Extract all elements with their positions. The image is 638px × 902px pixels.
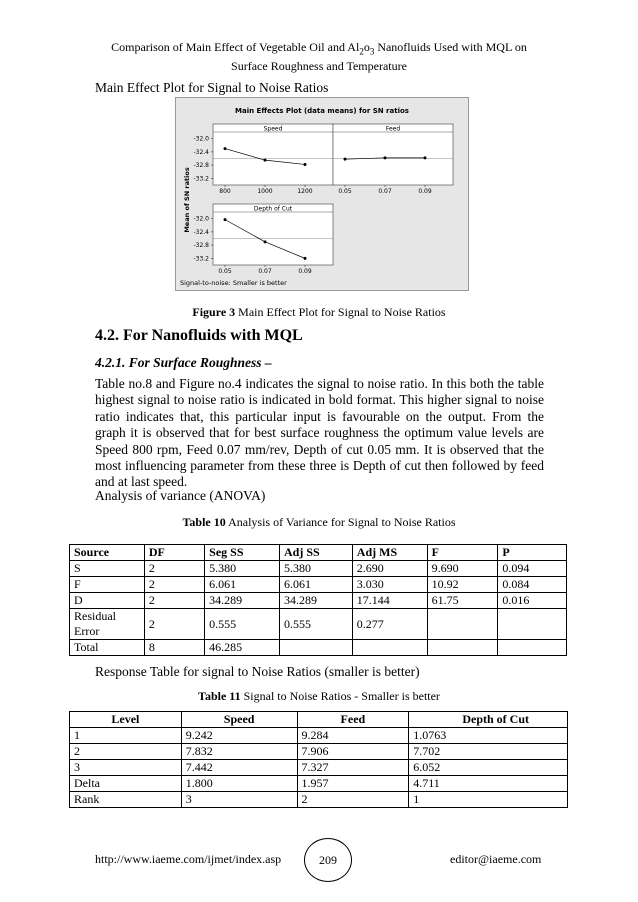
column-header: F: [427, 545, 498, 561]
table-cell: 3.030: [352, 577, 427, 593]
y-tick-label: -32.4: [193, 228, 209, 236]
table-row: [70, 760, 568, 776]
table-row: [70, 577, 567, 593]
section-heading: 4.2. For Nanofluids with MQL: [95, 327, 303, 344]
table-cell: 7.702: [409, 744, 568, 760]
column-header: Depth of Cut: [409, 712, 568, 728]
table10-caption: Table 10 Analysis of Variance for Signal to Noise Ratios: [182, 515, 456, 529]
body-paragraph: Table no.8 and Figure no.4 indicates the signal to noise ratio. In this both the table highest signal to noise ratio is indicated in bold format. This higher signal to noise ratio indicates that, this particular input is favourable on the output. From the graph it is observed that for best surface roughness the optimum value levels are Speed 800 rpm, Feed 0.07 mm/rev, Depth of cut 0.05 mm. It is observed that the most influencing parameter from these three is Depth of cut then followed by feed and at last speed.: [95, 376, 544, 490]
x-tick-label: 0.09: [298, 268, 312, 275]
table-cell: 1.957: [297, 776, 409, 792]
chart-title: Main Effects Plot (data means) for SN ratios: [235, 107, 409, 115]
table-row: [70, 609, 567, 640]
subsection-heading: 4.2.1. For Surface Roughness –: [95, 355, 272, 370]
column-header: Source: [70, 545, 145, 561]
table-cell: [498, 640, 567, 656]
table-cell: Total: [70, 640, 145, 656]
data-point: [304, 163, 307, 166]
table-cell: 7.327: [297, 760, 409, 776]
table-cell: 0.016: [498, 593, 567, 609]
table-cell: S: [70, 561, 145, 577]
data-point: [424, 156, 427, 159]
table-cell: 10.92: [427, 577, 498, 593]
table-cell: 5.380: [205, 561, 280, 577]
table-cell: 2: [144, 609, 204, 640]
table-cell: 0.277: [352, 609, 427, 640]
x-tick-label: 1200: [297, 188, 313, 195]
table-row: [70, 593, 567, 609]
column-header: Adj MS: [352, 545, 427, 561]
main-effects-chart: [176, 98, 468, 290]
table-cell: 61.75: [427, 593, 498, 609]
table-cell: [427, 609, 498, 640]
table-cell: 2.690: [352, 561, 427, 577]
table-cell: [352, 640, 427, 656]
table-cell: 17.144: [352, 593, 427, 609]
table-header-row: [70, 712, 568, 728]
y-tick-label: -33.2: [193, 175, 209, 183]
y-tick-label: -32.8: [193, 162, 209, 170]
y-tick-label: -32.4: [193, 148, 209, 156]
table-cell: 8: [144, 640, 204, 656]
table-cell: Delta: [70, 776, 182, 792]
table-cell: 7.832: [181, 744, 297, 760]
table-cell: D: [70, 593, 145, 609]
chart-panel: [213, 204, 333, 265]
x-tick-label: 800: [219, 188, 231, 195]
table-cell: 46.285: [205, 640, 280, 656]
table-cell: 0.084: [498, 577, 567, 593]
table-cell: 2: [144, 593, 204, 609]
chart-panel: [333, 124, 453, 185]
table-row: [70, 640, 567, 656]
table-cell: Rank: [70, 792, 182, 808]
x-tick-label: 0.05: [218, 268, 232, 275]
header-line-1: Comparison of Main Effect of Vegetable Oil and $Al_2o_3$ Nanofluids Used with MQL on: [111, 40, 527, 57]
page-number: 209: [304, 838, 352, 882]
y-tick-label: -33.2: [193, 255, 209, 263]
table-cell: Residual Error: [70, 609, 145, 640]
x-tick-label: 0.09: [418, 188, 432, 195]
table-cell: 6.052: [409, 760, 568, 776]
panel-title: Depth of Cut: [253, 205, 293, 213]
running-header: [60, 40, 578, 74]
table-cell: 3: [70, 760, 182, 776]
x-tick-label: 0.07: [378, 188, 392, 195]
table-cell: 7.906: [297, 744, 409, 760]
column-header: Level: [70, 712, 182, 728]
table-cell: 4.711: [409, 776, 568, 792]
table-cell: 1.0763: [409, 728, 568, 744]
table-cell: 0.094: [498, 561, 567, 577]
column-header: Adj SS: [280, 545, 353, 561]
table-cell: 34.289: [280, 593, 353, 609]
anova-table: [69, 544, 567, 656]
header-line-2: Surface Roughness and Temperature: [231, 59, 407, 74]
table-row: [70, 744, 568, 760]
data-point: [344, 158, 347, 161]
table-cell: 2: [144, 577, 204, 593]
table-cell: 2: [70, 744, 182, 760]
data-point: [264, 240, 267, 243]
table-cell: [498, 609, 567, 640]
table-row: [70, 776, 568, 792]
column-header: Feed: [297, 712, 409, 728]
table-cell: 0.555: [280, 609, 353, 640]
data-point: [224, 147, 227, 150]
footer-email[interactable]: editor@iaeme.com: [450, 852, 542, 866]
footer-url[interactable]: http://www.iaeme.com/ijmet/index.asp: [95, 852, 282, 866]
table-row: [70, 728, 568, 744]
table11-caption: Table 11 Signal to Noise Ratios - Smaller is better: [198, 689, 440, 703]
table-cell: 1: [409, 792, 568, 808]
chart-footnote: Signal-to-noise: Smaller is better: [180, 279, 287, 287]
figure-intro-label: Main Effect Plot for Signal to Noise Ratios: [95, 80, 329, 95]
table-row: [70, 792, 568, 808]
table-cell: 2: [297, 792, 409, 808]
table-cell: [280, 640, 353, 656]
table-row: [70, 561, 567, 577]
x-tick-label: 0.05: [338, 188, 352, 195]
table-cell: 1.800: [181, 776, 297, 792]
figure-caption: Figure 3 Main Effect Plot for Signal to Noise Ratios: [192, 305, 446, 319]
anova-label: Analysis of variance (ANOVA): [95, 488, 266, 503]
y-tick-label: -32.0: [193, 215, 209, 223]
table-cell: F: [70, 577, 145, 593]
main-effects-figure: [175, 97, 469, 291]
table-cell: 9.284: [297, 728, 409, 744]
response-table-label: Response Table for signal to Noise Ratios (smaller is better): [95, 664, 420, 679]
x-tick-label: 0.07: [258, 268, 272, 275]
table-cell: 1: [70, 728, 182, 744]
response-table: [69, 711, 568, 808]
y-tick-label: -32.0: [193, 135, 209, 143]
table-cell: [427, 640, 498, 656]
panel-title: Feed: [385, 125, 401, 133]
column-header: P: [498, 545, 567, 561]
panel-title: Speed: [263, 125, 283, 133]
table-cell: 6.061: [205, 577, 280, 593]
table-cell: 3: [181, 792, 297, 808]
data-point: [264, 159, 267, 162]
chart-panel: [213, 124, 333, 185]
table-cell: 7.442: [181, 760, 297, 776]
y-tick-label: -32.8: [193, 242, 209, 250]
data-point: [384, 156, 387, 159]
table-header-row: [70, 545, 567, 561]
table-cell: 5.380: [280, 561, 353, 577]
table-cell: 9.690: [427, 561, 498, 577]
table-cell: 0.555: [205, 609, 280, 640]
column-header: DF: [144, 545, 204, 561]
column-header: Seg SS: [205, 545, 280, 561]
y-axis-label: Mean of SN ratios: [183, 167, 191, 233]
x-tick-label: 1000: [257, 188, 273, 195]
column-header: Speed: [181, 712, 297, 728]
table-cell: 34.289: [205, 593, 280, 609]
data-point: [304, 257, 307, 260]
table-cell: 2: [144, 561, 204, 577]
table-cell: 9.242: [181, 728, 297, 744]
data-point: [224, 218, 227, 221]
table-cell: 6.061: [280, 577, 353, 593]
